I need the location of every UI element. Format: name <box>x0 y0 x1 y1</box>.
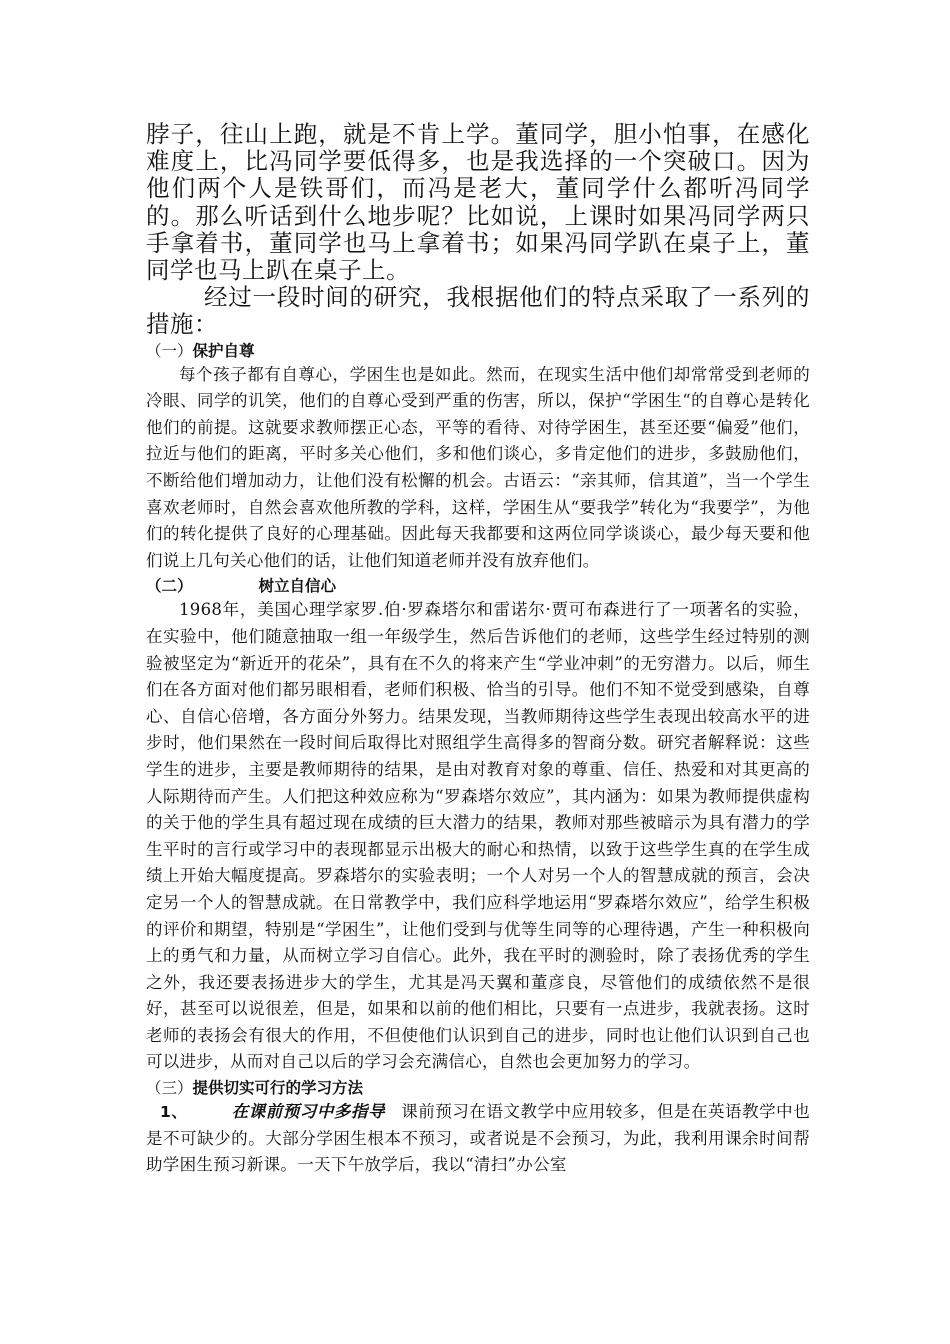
section-1-prefix: （一） <box>146 341 193 360</box>
section-1-heading <box>146 340 810 362</box>
section-1-body: 每个孩子都有自尊心，学困生也是如此。然而，在现实生活中他们却常常受到老师的冷眼、同学的讥笑，他们的自尊心受到严重的伤害，所以，保护“学困生“的自尊心是转化他们的前提。这就要求教师摆正心态，平等的看待、对待学困生，甚至还要“偏爱”他们，拉近与他们的距离，平时多关心他们，多和他们谈心，多肯定他们的进步，多鼓励他们，不断给他们增加动力，让他们没有松懈的机会。古语云：“亲其师，信其道”，当一个学生喜欢老师时，自然会喜欢他所教的学科，这样，学困生从“要我学”转化为“我要学”，为他们的转化提供了良好的心理基础。因此每天我都要和这两位同学谈谈心，最少每天要和他们说上几句关心他们的话，让他们知道老师并没有放弃他们。 <box>146 364 810 570</box>
section-2-heading <box>146 575 810 597</box>
item-1-number: 1、 <box>160 1103 188 1122</box>
section-2-title: 树立自信心 <box>258 577 337 596</box>
section-2-body: 1968年，美国心理学家罗.伯·罗森塔尔和雷诺尔·贾可布森进行了一项著名的实验，在实验中，他们随意抽取一组一年级学生，然后告诉他们的老师，这些学生经过特别的测验被坚定为“新近开的花朵”，具有在不久的将来产生“学业冲刺”的无穷潜力。以后，师生们在各方面对他们都另眼相看，老师们积极、恰当的引导。他们不知不觉受到感染，自尊心、自信心倍增，各方面分外努力。结果发现，当教师期待这些学生表现出较高水平的进步时，他们果然在一段时间后取得比对照组学生高得多的智商分数。研究者解释说：这些学生的进步，主要是教师期待的结果，是由对教育对象的尊重、信任、热爱和对其更高的人际期待而产生。人们把这种效应称为“罗森塔尔效应”，其内涵为：如果为教师提供虚构的关于他的学生具有超过现在成绩的巨大潜力的结果，教师对那些被暗示为具有潜力的学生平时的言行或学习中的表现都显示出极大的耐心和热情，以致于这些学生真的在学生成绩上开始大幅度提高。罗森塔尔的实验表明；一个人对另一个人的智慧成就的预言，会决定另一个人的智慧成就。在日常教学中，我们应科学地运用“罗森塔尔效应”，给学生积极的评价和期望，特别是“学困生”，让他们受到与优等生同等的心理待遇，产生一种积极向上的勇气和力量，从而树立学习自信心。此外，我在平时的测验时，除了表扬优秀的学生之外，我还要表扬进步大的学生，尤其是冯天翼和董彦良，尽管他们的成绩依然不是很好，甚至可以说很差，但是，如果和以前的他们相比，只要有一点进步，我就表扬。这时老师的表扬会有很大的作用，不但使他们认识到自己的进步，同时也让他们认识到自己也可以进步，从而对自己以后的学习会充满信心，自然也会更加努力的学习。 <box>146 600 810 1072</box>
item-1-body: 课前预习在语文教学中应用较多，但是在英语教学中也是不可缺少的。大部分学困生根本不预习，或者说是不会预习，为此，我利用课余时间帮助学困生预习新课。一天下午放学后，我以“清扫”办公室 <box>146 1102 811 1175</box>
section-1-title: 保护自尊 <box>192 341 255 360</box>
section-3-item-1 <box>146 1099 810 1179</box>
measures-paragraph: 经过一段时间的研究，我根据他们的特点采取了一系列的措施： <box>146 283 810 339</box>
intro-paragraph: 脖子，往山上跑，就是不肯上学。董同学，胆小怕事，在感化难度上，比冯同学要低得多，也是我选择的一个突破口。因为他们两个人是铁哥们，而冯是老大，董同学什么都听冯同学的。那么听话到什么地步呢？比如说，上课时如果冯同学两只手拿着书，董同学也马上拿着书；如果冯同学趴在桌子上，董同学也马上趴在桌子上。 <box>146 120 810 285</box>
section-3-heading <box>146 1077 810 1099</box>
section-3-prefix: （三） <box>146 1079 193 1098</box>
item-1-lead: 在课前预习中多指导 <box>231 1102 385 1122</box>
document-body <box>146 121 810 1179</box>
section-2-prefix: （二） <box>146 577 193 596</box>
section-3-title: 提供切实可行的学习方法 <box>192 1079 364 1098</box>
